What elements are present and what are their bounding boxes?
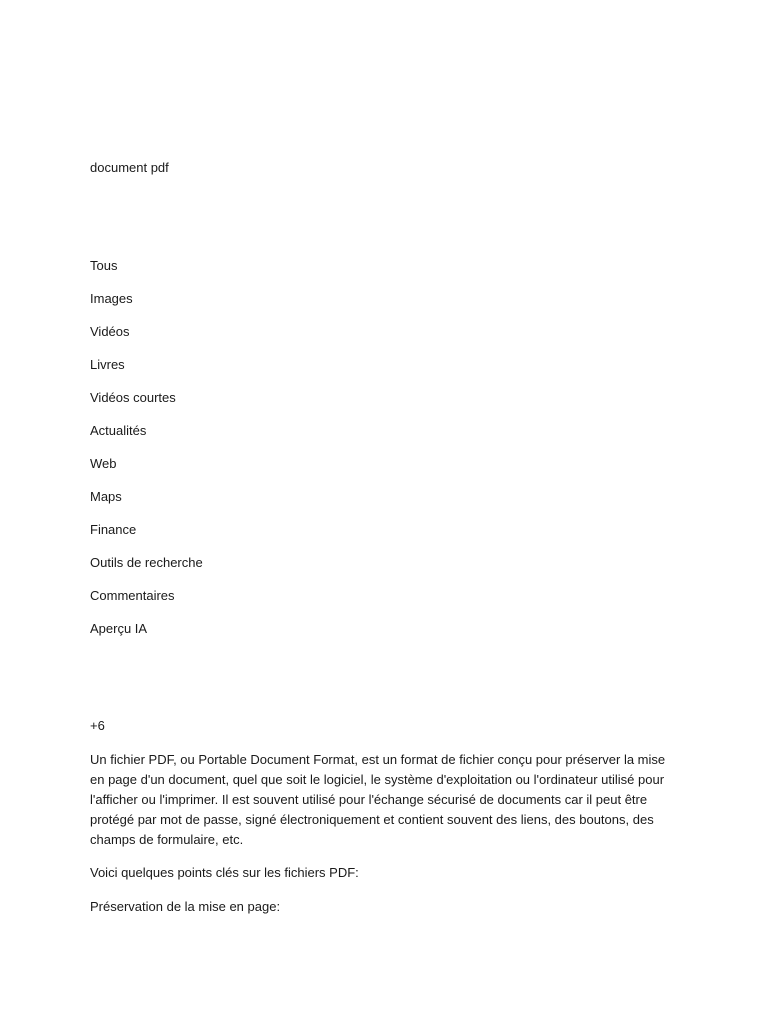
search-query-text: document pdf [90,160,169,175]
category-web[interactable]: Web [90,456,117,471]
pdf-description-paragraph: Un fichier PDF, ou Portable Document Format, est un format de fichier conçu pour préserver la mise en page d'un document, quel que soit le logiciel, le système d'exploitation ou l'ordinateur utilisé pour l'afficher ou l'imprimer. Il est souvent utilisé pour l'échange sécurisé de documents car il peut être protégé par mot de passe, signé électroniquement et contient souvent des liens, des boutons, des champs de formulaire, etc. [90,752,666,847]
category-ai-overview[interactable]: Aperçu IA [90,621,148,636]
category-all[interactable]: Tous [90,258,118,273]
layout-preservation-heading: Préservation de la mise en page: [90,899,281,914]
category-news[interactable]: Actualités [90,423,147,438]
search-category-list [90,258,203,654]
category-videos[interactable]: Vidéos [90,324,130,339]
category-maps[interactable]: Maps [90,489,122,504]
category-books[interactable]: Livres [90,357,125,372]
category-short-videos[interactable]: Vidéos courtes [90,390,176,405]
additional-count-badge: +6 [90,718,105,733]
category-images[interactable]: Images [90,291,133,306]
category-finance[interactable]: Finance [90,522,137,537]
category-search-tools[interactable]: Outils de recherche [90,555,203,570]
category-comments[interactable]: Commentaires [90,588,175,603]
key-points-heading: Voici quelques points clés sur les fichiers PDF: [90,865,359,880]
